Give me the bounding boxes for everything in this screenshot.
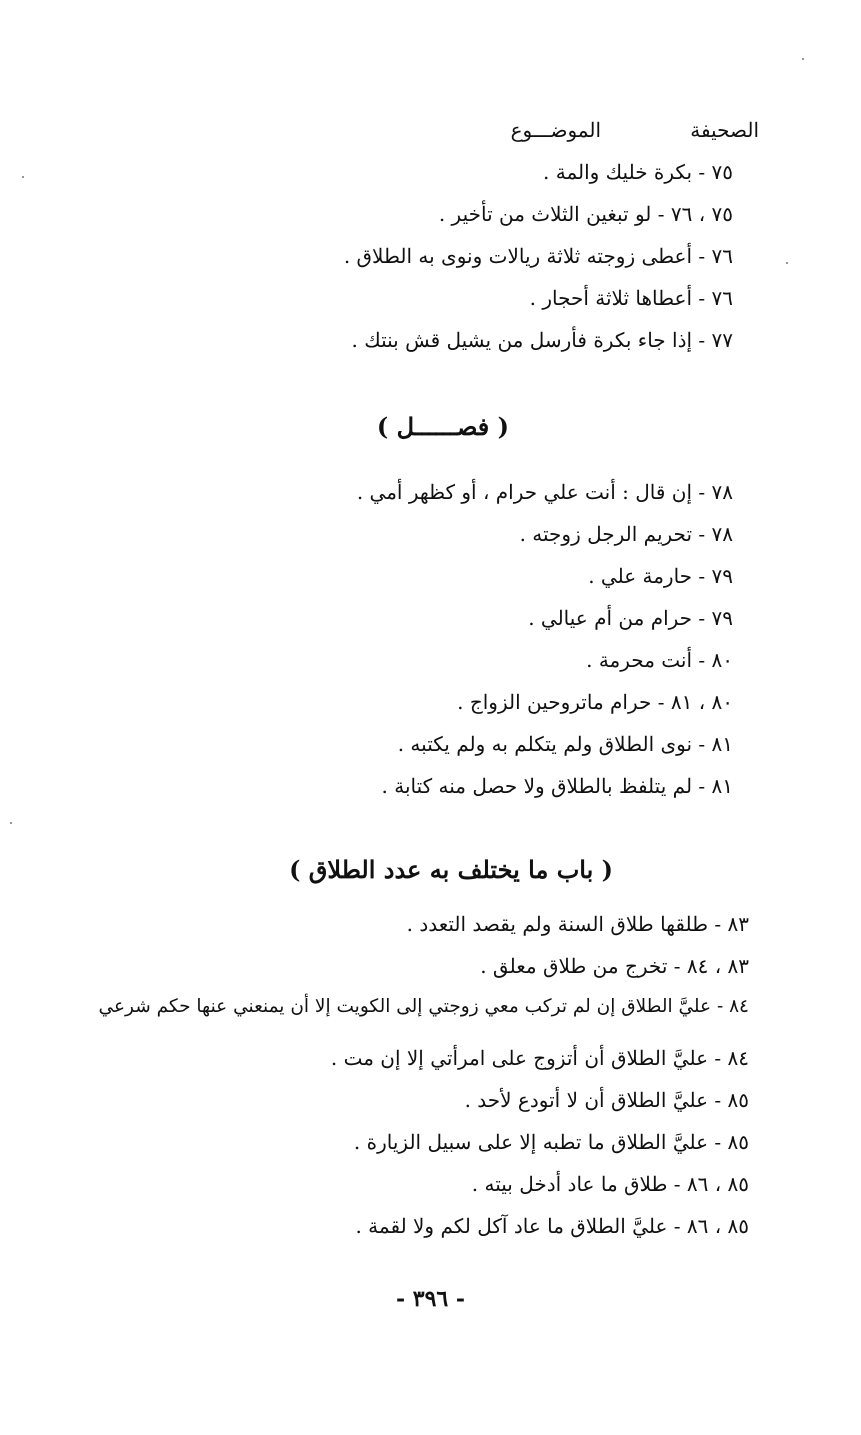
list-item: ٧٨ - إن قال : أنت علي حرام ، أو كظهر أمي . — [356, 480, 733, 504]
topic-column-header: الموضـــوع — [510, 118, 601, 142]
list-item: ٧٦ - أعطى زوجته ثلاثة ريالات ونوى به الطلاق . — [343, 244, 733, 268]
list-item: ٨٥ ، ٨٦ - عليَّ الطلاق ما عاد آكل لكم ولا لقمة . — [355, 1214, 749, 1238]
table-header — [439, 118, 759, 150]
list-item: ٨٣ ، ٨٤ - تخرج من طلاق معلق . — [480, 954, 749, 978]
list-item: ٨١ - لم يتلفظ بالطلاق ولا حصل منه كتابة . — [381, 774, 733, 798]
page-number: - ٣٩٦ - — [395, 1286, 466, 1312]
chapter-heading: ( باب ما يختلف به عدد الطلاق ) — [289, 855, 613, 884]
list-item: ٨٥ ، ٨٦ - طلاق ما عاد أدخل بيته . — [471, 1172, 749, 1196]
scan-speck — [22, 176, 24, 178]
scan-speck — [802, 58, 804, 60]
section-heading: ( فصــــــل ) — [376, 412, 509, 441]
list-item: ٧٩ - حرام من أم عيالي . — [528, 606, 733, 630]
list-item: ٨٠ - أنت محرمة . — [586, 648, 733, 672]
list-item: ٨٠ ، ٨١ - حرام ماتروحين الزواج . — [457, 690, 733, 714]
scan-speck — [10, 822, 12, 824]
list-item: ٨٣ - طلقها طلاق السنة ولم يقصد التعدد . — [406, 912, 749, 936]
list-item: ٧٧ - إذا جاء بكرة فأرسل من يشيل قش بنتك . — [351, 328, 733, 352]
list-item: ٧٥ ، ٧٦ - لو تبغين الثلاث من تأخير . — [438, 202, 733, 226]
scan-speck — [786, 262, 788, 264]
list-item: ٧٦ - أعطاها ثلاثة أحجار . — [529, 286, 733, 310]
list-item: ٧٨ - تحريم الرجل زوجته . — [519, 522, 733, 546]
list-item: ٨٥ - عليَّ الطلاق أن لا أتودع لأحد . — [464, 1088, 749, 1112]
list-item: ٨٤ - عليَّ الطلاق أن أتزوج على امرأتي إلا إن مت . — [330, 1046, 749, 1070]
list-item: ٧٩ - حارمة علي . — [588, 564, 733, 588]
list-item: ٧٥ - بكرة خليك والمة . — [543, 160, 733, 184]
list-item: ٨٥ - عليَّ الطلاق ما تطبه إلا على سبيل الزيارة . — [353, 1130, 749, 1154]
list-item: ٨١ - نوى الطلاق ولم يتكلم به ولم يكتبه . — [397, 732, 733, 756]
page-column-header: الصحيفة — [690, 118, 759, 142]
list-item: ٨٤ - عليَّ الطلاق إن لم تركب معي زوجتي إلى الكويت إلا أن يمنعني عنها حكم شرعي — [98, 996, 749, 1017]
